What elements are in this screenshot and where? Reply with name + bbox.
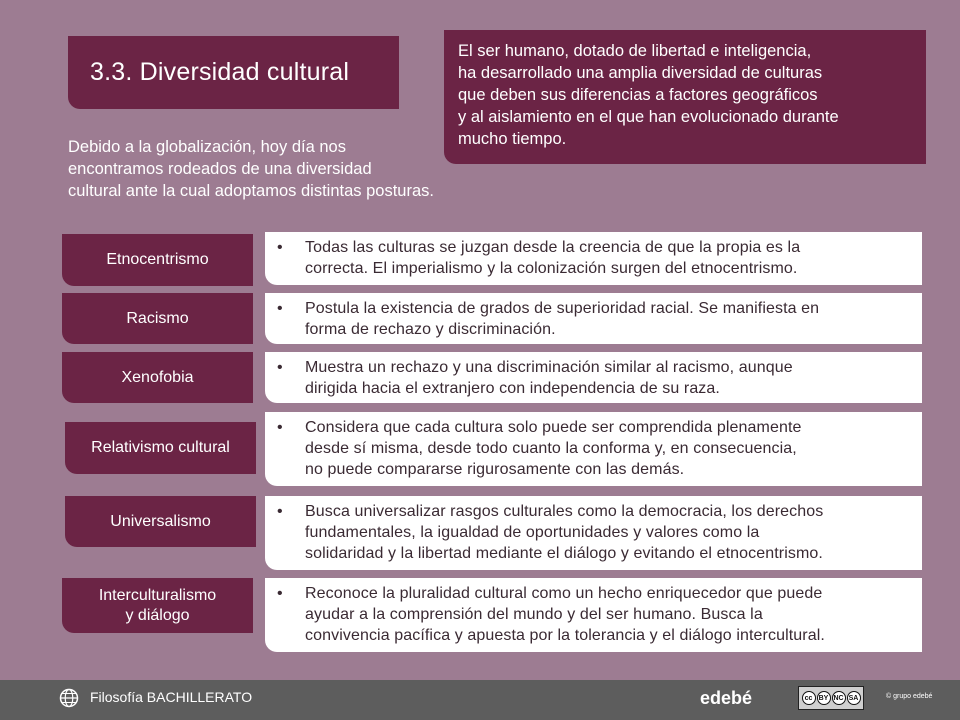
bullet: •: [277, 239, 283, 256]
globe-icon: [59, 688, 79, 708]
desc-etnocentrismo: [265, 232, 922, 285]
copyright-text: © grupo edebé: [886, 693, 933, 700]
label-racismo: Racismo: [62, 293, 253, 344]
desc-interculturalismo: [265, 578, 922, 652]
brand-logo: edebé: [700, 688, 753, 708]
desc-universalismo: [265, 496, 922, 570]
label-xenofobia: Xenofobia: [62, 352, 253, 403]
label-interculturalismo: Interculturalismo y diálogo: [62, 578, 253, 633]
desc-xenofobia: [265, 352, 922, 403]
desc-text: Busca universalizar rasgos culturales como la democracia, los derechos fundamentales, la igualdad de oportunidades y valores como la solidaridad y la libertad mediante el diálogo y evitando el etnocentrismo.: [305, 503, 824, 562]
intro-text: El ser humano, dotado de libertad e inteligencia, ha desarrollado una amplia diversidad de culturas que deben sus diferencias a factores geográficos y al aislamiento en el que han evolucionado durante mucho tiempo.: [458, 42, 839, 148]
nc-icon: NC: [832, 691, 846, 705]
desc-racismo: [265, 293, 922, 344]
desc-text: Todas las culturas se juzgan desde la creencia de que la propia es la correcta. El imperialismo y la colonización surgen del etnocentrismo.: [305, 239, 801, 277]
label-etnocentrismo: Etnocentrismo: [62, 234, 253, 286]
footer: [0, 680, 960, 720]
cc-icon: cc: [802, 691, 816, 705]
by-icon: BY: [817, 691, 831, 705]
label-universalismo: Universalismo: [65, 496, 256, 547]
bullet: •: [277, 585, 283, 602]
desc-text: Postula la existencia de grados de superioridad racial. Se manifiesta en forma de rechazo y discriminación.: [305, 300, 820, 338]
sa-icon: SA: [847, 691, 861, 705]
course-label: Filosofía BACHILLERATO: [90, 689, 253, 705]
desc-text: Muestra un rechazo y una discriminación similar al racismo, aunque dirigida hacia el extranjero con independencia de su raza.: [305, 359, 793, 397]
bullet: •: [277, 300, 283, 317]
bullet: •: [277, 503, 283, 520]
creative-commons-badge-icon: [798, 686, 864, 710]
subtitle-text: Debido a la globalización, hoy día nos encontramos rodeados de una diversidad cultural ante la cual adoptamos distintas posturas.: [68, 138, 434, 200]
desc-relativismo-cultural: [265, 412, 922, 486]
bullet: •: [277, 419, 283, 436]
title-box: [68, 36, 399, 109]
label-relativismo-cultural: Relativismo cultural: [65, 422, 256, 474]
bullet: •: [277, 359, 283, 376]
intro-box: [444, 30, 926, 164]
desc-text: Considera que cada cultura solo puede ser comprendida plenamente desde sí misma, desde todo cuanto la conforma y, en consecuencia, no puede compararse rigurosamente con las demás.: [305, 419, 802, 478]
desc-text: Reconoce la pluralidad cultural como un hecho enriquecedor que puede ayudar a la comprensión del mundo y del ser humano. Busca la convivencia pacífica y apuesta por la tolerancia y el diálogo intercultural.: [305, 585, 825, 644]
page-title: 3.3. Diversidad cultural: [90, 58, 350, 86]
